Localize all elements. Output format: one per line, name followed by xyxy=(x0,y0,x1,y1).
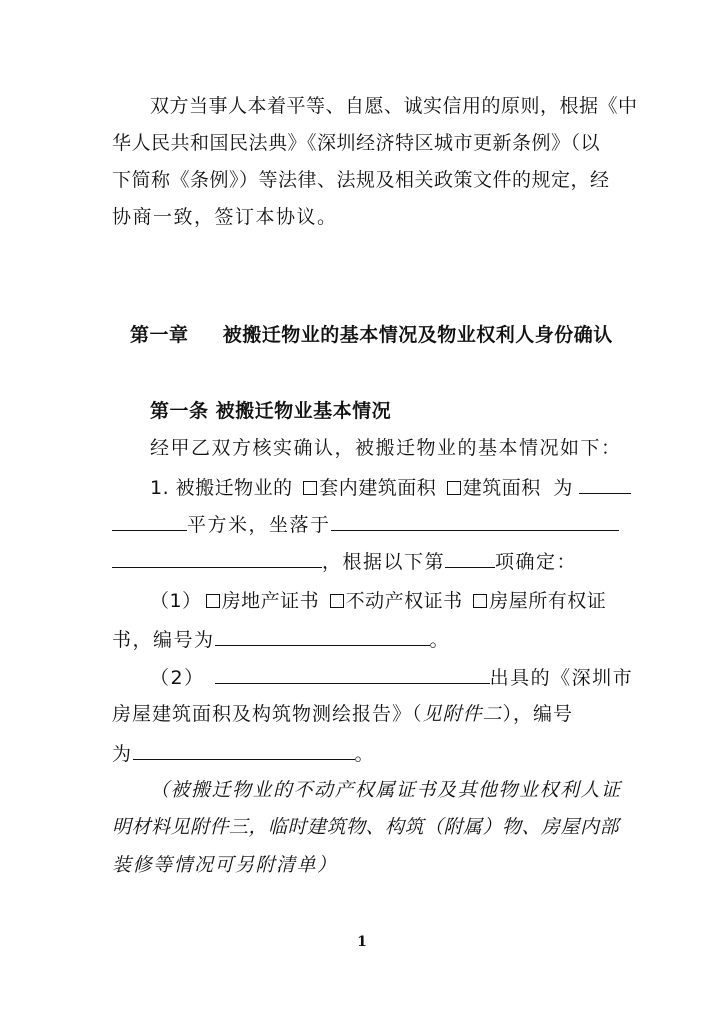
location-blank-part1[interactable] xyxy=(331,511,619,531)
intro-line-4: 协商一致，签订本协议。 xyxy=(112,206,338,228)
intro-line-2: 华人民共和国民法典》《深圳经济特区城市更新条例》（以 xyxy=(112,132,601,154)
area-blank-part1[interactable] xyxy=(579,474,631,494)
note-line-2: 明材料见附件三，临时建筑物、构筑（附属）物、房屋内部 xyxy=(112,816,620,838)
report-number-blank[interactable] xyxy=(133,740,355,760)
note-line-1: （被搬迁物业的不动产权属证书及其他物业权利人证 xyxy=(150,779,622,801)
location-blank-part2[interactable] xyxy=(112,548,322,568)
checkbox-building-area[interactable] xyxy=(447,481,461,495)
cert-number-blank[interactable] xyxy=(215,626,430,646)
item1-line-1: 1. 被搬迁物业的 套内建筑面积 建筑面积 为 xyxy=(150,474,614,500)
sub2-line-1: （2） 出具的《深圳市 xyxy=(150,664,614,690)
item1-line-3: ，根据以下第 项确定： xyxy=(112,548,614,574)
attachment-ref: 见附件二 xyxy=(422,703,503,725)
article-lead: 经甲乙双方核实确认，被搬迁物业的基本情况如下： xyxy=(150,437,622,459)
checkbox-house-ownership-cert[interactable] xyxy=(473,594,487,608)
article-heading: 第一条 被搬迁物业基本情况 xyxy=(150,400,392,422)
checkbox-real-estate-cert[interactable] xyxy=(206,594,220,608)
sub1-line-1: （1） 房地产证书 不动产权证书 房屋所有权证 xyxy=(150,590,607,612)
option-building-area: 建筑面积 xyxy=(462,477,541,499)
sub1-line-2: 书，编号为 。 xyxy=(112,626,614,652)
note-line-3: 装修等情况可另附清单） xyxy=(112,854,338,876)
intro-line-3: 下简称《条例》）等法律、法规及相关政策文件的规定，经 xyxy=(112,169,610,191)
issuer-blank[interactable] xyxy=(215,664,490,684)
chapter-number: 第一章 xyxy=(130,324,189,346)
option-inner-area: 套内建筑面积 xyxy=(319,477,437,499)
page-number: 1 xyxy=(357,934,367,950)
checkbox-inner-area[interactable] xyxy=(303,481,317,495)
sub2-line-3: 为 。 xyxy=(112,740,614,766)
area-blank-part2[interactable] xyxy=(112,511,187,531)
sub2-line-2: 房屋建筑面积及构筑物测绘报告》（见附件二），编号 xyxy=(112,703,574,725)
basis-number-blank[interactable] xyxy=(445,548,495,568)
chapter-heading xyxy=(130,323,613,347)
chapter-title: 被搬迁物业的基本情况及物业权利人身份确认 xyxy=(222,324,613,346)
item1-line-2: 平方米，坐落于 xyxy=(112,511,614,537)
intro-line-1: 双方当事人本着平等、自愿、诚实信用的原则，根据《中 xyxy=(150,95,638,117)
checkbox-property-right-cert[interactable] xyxy=(330,594,344,608)
